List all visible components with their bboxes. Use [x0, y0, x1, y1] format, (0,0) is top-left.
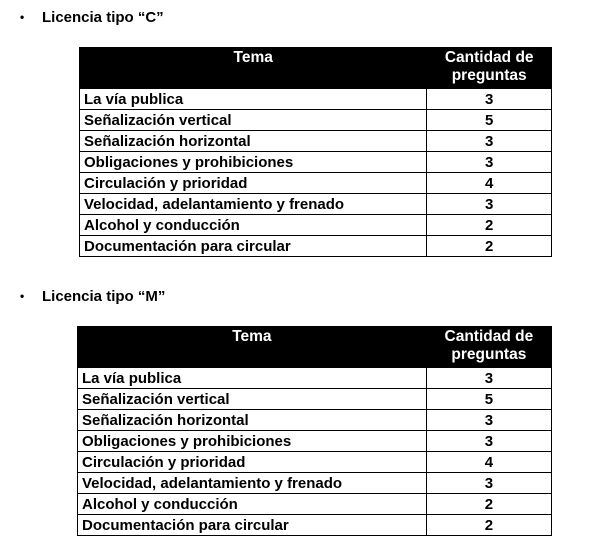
table-row: [78, 389, 552, 410]
table-row: [80, 215, 552, 236]
table-row: [78, 452, 552, 473]
bullet-icon: •: [20, 289, 25, 303]
table-header-row: [78, 327, 552, 368]
topic-cell: Señalización horizontal: [78, 410, 427, 431]
table-row: [80, 173, 552, 194]
topic-cell: Señalización horizontal: [80, 131, 427, 152]
topic-cell: Circulación y prioridad: [80, 173, 427, 194]
header-topic: Tema: [80, 48, 427, 89]
topic-cell: Obligaciones y prohibiciones: [78, 431, 427, 452]
table-row: [80, 236, 552, 257]
questions-table-m: [77, 326, 552, 536]
count-cell: 3: [426, 431, 551, 452]
count-cell: 2: [426, 515, 551, 536]
topic-cell: Documentación para circular: [80, 236, 427, 257]
topic-cell: Señalización vertical: [78, 389, 427, 410]
table-row: [80, 152, 552, 173]
count-cell: 3: [427, 131, 552, 152]
count-cell: 5: [426, 389, 551, 410]
count-cell: 4: [426, 452, 551, 473]
heading-text: Licencia tipo “C”: [42, 9, 164, 26]
count-cell: 2: [426, 494, 551, 515]
table-row: [78, 515, 552, 536]
heading-text: Licencia tipo “M”: [42, 288, 166, 305]
count-cell: 3: [427, 194, 552, 215]
table-row: [78, 473, 552, 494]
topic-cell: La vía publica: [80, 89, 427, 110]
count-cell: 3: [426, 410, 551, 431]
table-row: [78, 494, 552, 515]
topic-cell: Documentación para circular: [78, 515, 427, 536]
table-header-row: [80, 48, 552, 89]
topic-cell: Circulación y prioridad: [78, 452, 427, 473]
questions-table-c: [79, 47, 552, 257]
topic-cell: Señalización vertical: [80, 110, 427, 131]
topic-cell: Alcohol y conducción: [78, 494, 427, 515]
section-heading-c: [20, 8, 164, 27]
header-count: Cantidad de preguntas: [426, 327, 551, 368]
topic-cell: Obligaciones y prohibiciones: [80, 152, 427, 173]
table-row: [78, 431, 552, 452]
topic-cell: Velocidad, adelantamiento y frenado: [78, 473, 427, 494]
count-cell: 2: [427, 236, 552, 257]
table-row: [80, 194, 552, 215]
header-topic: Tema: [78, 327, 427, 368]
table-row: [80, 131, 552, 152]
count-cell: 5: [427, 110, 552, 131]
topic-cell: La vía publica: [78, 368, 427, 389]
bullet-icon: •: [20, 10, 25, 24]
topic-cell: Alcohol y conducción: [80, 215, 427, 236]
table-row: [80, 89, 552, 110]
count-cell: 3: [426, 473, 551, 494]
count-cell: 3: [426, 368, 551, 389]
table-row: [80, 110, 552, 131]
count-cell: 2: [427, 215, 552, 236]
section-heading-m: [20, 287, 165, 306]
table-row: [78, 368, 552, 389]
header-count: Cantidad de preguntas: [427, 48, 552, 89]
count-cell: 4: [427, 173, 552, 194]
count-cell: 3: [427, 89, 552, 110]
table-row: [78, 410, 552, 431]
count-cell: 3: [427, 152, 552, 173]
topic-cell: Velocidad, adelantamiento y frenado: [80, 194, 427, 215]
